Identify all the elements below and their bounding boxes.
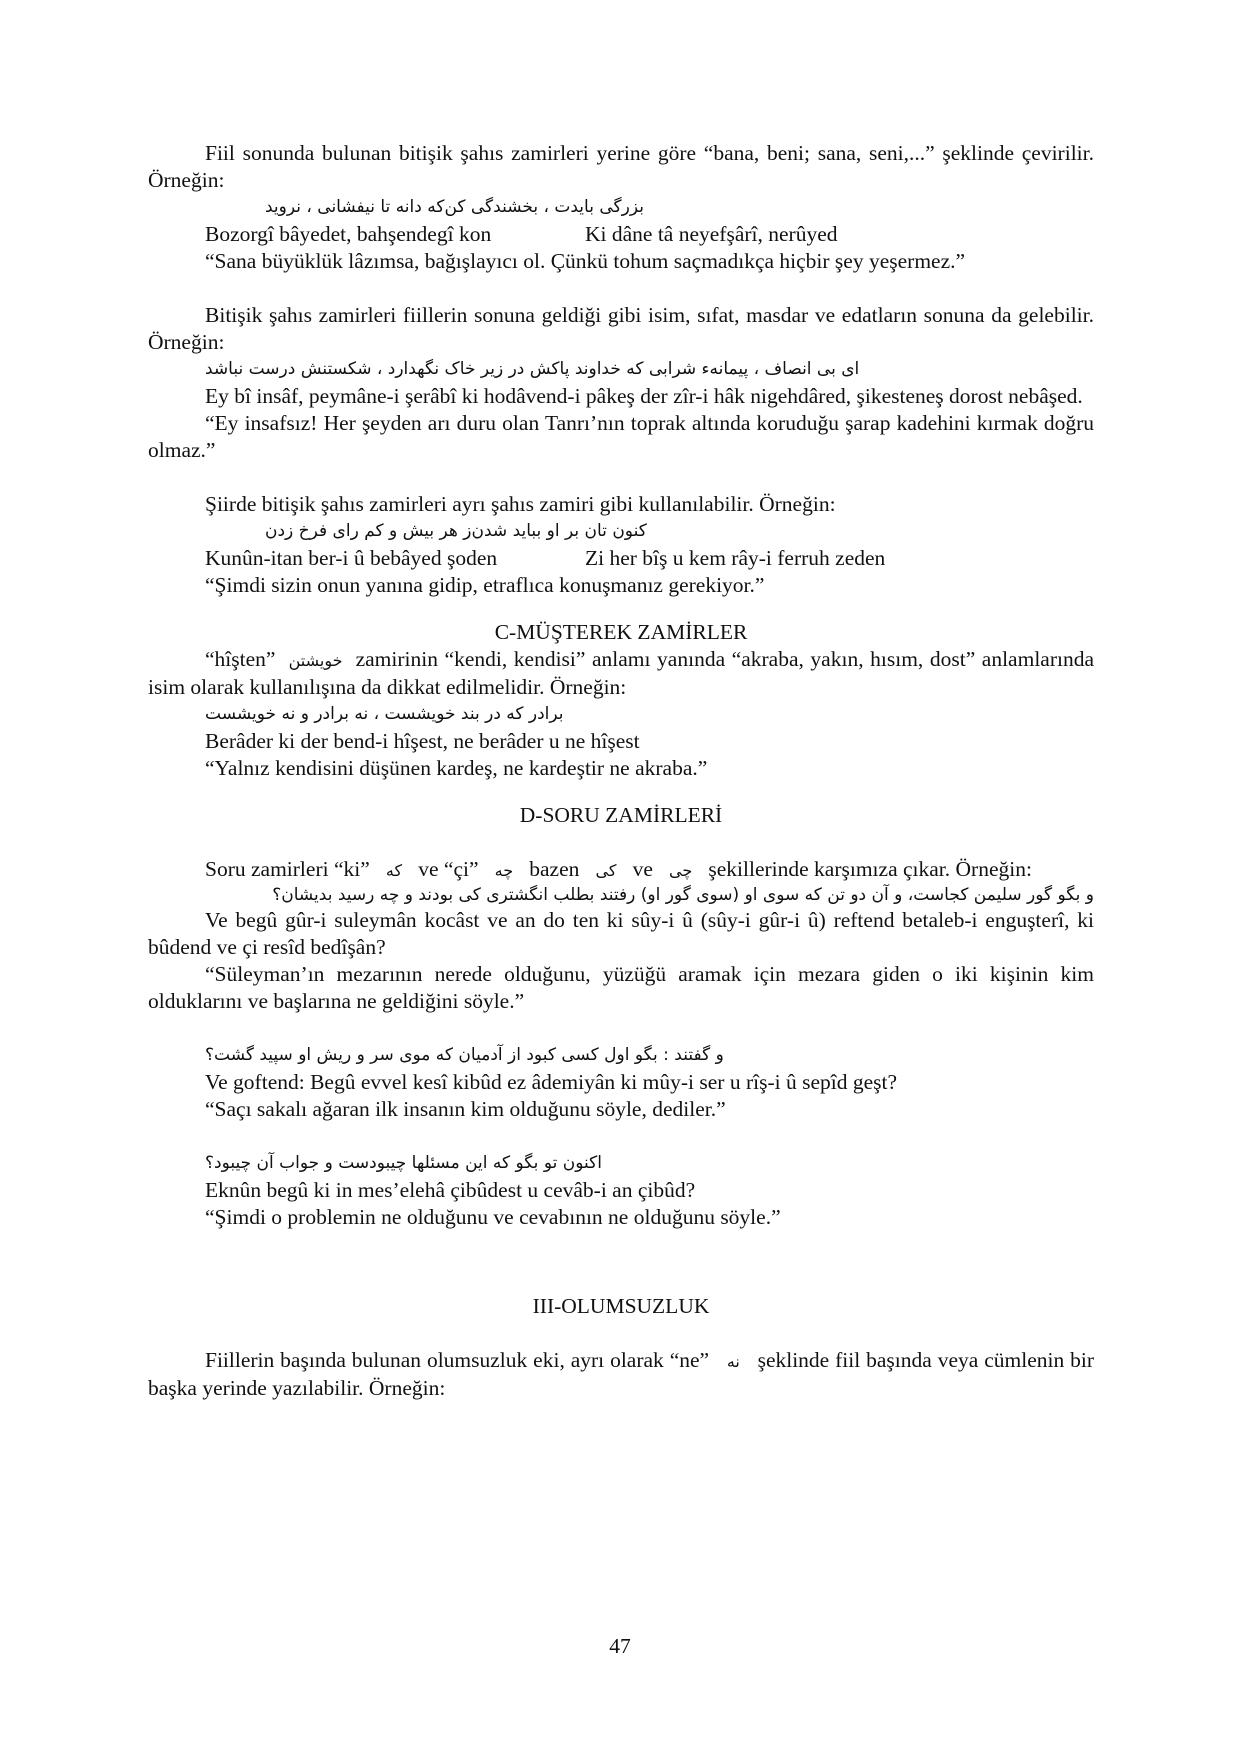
transliteration-hemistich: Ki dâne tâ neyefşârî, nerûyed bbox=[585, 222, 838, 246]
section-heading: D-SORU ZAMİRLERİ bbox=[519, 803, 723, 827]
transliteration-couplet-1 bbox=[148, 221, 1094, 248]
translation: “Yalnız kendisini düşünen kardeş, ne kardeştir ne akraba.” bbox=[205, 756, 708, 780]
paragraph-question-pronouns bbox=[148, 856, 1094, 884]
persian-word: چه bbox=[494, 861, 514, 880]
inline-text: şeklinde fiil başında veya cümlenin bir başka yerinde yazılabilir. Örneğin: bbox=[148, 1348, 1095, 1400]
paragraph-poetry-usage: Şiirde bitişik şahıs zamirleri ayrı şahıs zamiri gibi kullanılabilir. Örneğin: bbox=[205, 492, 836, 516]
translation: “Sana büyüklük lâzımsa, bağışlayıcı ol. Çünkü tohum saçmadıkça hiçbir şey yeşermez.” bbox=[205, 249, 966, 273]
paragraph-attached-pronouns: Fiil sonunda bulunan bitişik şahıs zamirleri yerine göre “bana, beni; sana, seni,...” şeklinde çevirilir. Örneğin: bbox=[148, 141, 1094, 192]
inline-text: Fiillerin başında bulunan olumsuzluk eki, ayrı olarak “ne” bbox=[205, 1348, 710, 1372]
inline-text: bazen bbox=[529, 857, 580, 881]
transliteration-hemistich: Zi her bîş u kem rây-i ferruh zeden bbox=[585, 546, 886, 570]
persian-couplet-2 bbox=[148, 518, 1094, 545]
transliteration: Berâder ki der bend-i hîşest, ne berâder u ne hîşest bbox=[205, 729, 640, 753]
inline-text: zamirinin “kendi, kendisi” anlamı yanında “akraba, yakın, hısım, dost” anlamlarında isim olarak kullanılışına da dikkat edilmelidir. Örneğin: bbox=[148, 647, 1095, 699]
paragraph-pronoun-suffixes: Bitişik şahıs zamirleri fiillerin sonuna geldiği gibi isim, sıfat, masdar ve edatların sonuna da gelebilir. Örneğin: bbox=[148, 303, 1094, 354]
inline-text: ve “çi” bbox=[418, 857, 479, 881]
persian-word: کی bbox=[595, 861, 617, 880]
page-number: 47 bbox=[609, 1634, 631, 1658]
section-heading: C-MÜŞTEREK ZAMİRLER bbox=[494, 620, 748, 644]
section-heading: III-OLUMSUZLUK bbox=[532, 1294, 710, 1318]
persian-example: و بگو گور سلیمن کجاست، و آن دو تن که سوی او (سوی گور او) رفتند بطلب انگشتری کی بودند و چه رسید بدیشان؟ bbox=[272, 885, 1094, 905]
inline-text: Soru zamirleri “ki” bbox=[205, 857, 370, 881]
persian-example: ای بی انصاف ، پیمانهء شرابی که خداوند پاکش در زیر خاک نگهدارد ، شکستنش درست نباشد bbox=[205, 359, 860, 379]
persian-word: نه bbox=[726, 1352, 740, 1371]
persian-word: چی bbox=[669, 861, 693, 880]
transliteration: Eknûn begû ki in mes’elehâ çibûdest u cevâb-i an çibûd? bbox=[205, 1178, 696, 1202]
persian-couplet-1 bbox=[148, 194, 1094, 221]
inline-text: şekillerinde karşımıza çıkar. Örneğin: bbox=[708, 857, 1032, 881]
persian-hemistich: که دانه تا نیفشانی ، نروید bbox=[265, 197, 445, 217]
persian-word: خویشتن bbox=[288, 651, 343, 670]
inline-text: ve bbox=[632, 857, 653, 881]
persian-word: که bbox=[385, 861, 403, 880]
paragraph-reflexive-pronouns bbox=[148, 646, 1094, 701]
persian-example: اکنون تو بگو که این مسئلها چیبودست و جواب آن چیبود؟ bbox=[205, 1153, 602, 1173]
persian-hemistich: کنون تان بر او بباید شدن bbox=[471, 521, 647, 541]
transliteration-couplet-2 bbox=[148, 545, 1094, 572]
transliteration-hemistich: Bozorgî bâyedet, bahşendegî kon bbox=[205, 222, 492, 246]
paragraph-negation bbox=[148, 1347, 1094, 1402]
translation: “Şimdi sizin onun yanına gidip, etraflıca konuşmanız gerekiyor.” bbox=[205, 573, 765, 597]
translation: “Süleyman’ın mezarının nerede olduğunu, yüzüğü aramak için mezara giden o iki kişinin kim olduklarını ve başlarına ne geldiğini söyle.” bbox=[148, 962, 1094, 1013]
inline-text: “hîşten” bbox=[205, 647, 276, 671]
transliteration-hemistich: Kunûn-itan ber-i û bebâyed şoden bbox=[205, 546, 498, 570]
transliteration: Ve begû gûr-i suleymân kocâst ve an do ten ki sûy-i û (sûy-i gûr-i û) reftend betaleb-i enguşterî, ki bûdend ve çi resîd bedîşân? bbox=[148, 908, 1094, 959]
transliteration: Ey bî insâf, peymâne-i şerâbî ki hodâvend-i pâkeş der zîr-i hâk nigehdâred, şikesteneş dorost nebâşed. bbox=[205, 384, 1083, 408]
translation: “Saçı sakalı ağaran ilk insanın kim olduğunu söyle, dediler.” bbox=[205, 1097, 726, 1121]
translation: “Ey insafsız! Her şeyden arı duru olan Tanrı’nın toprak altında koruduğu şarap kadehini kırmak doğru olmaz.” bbox=[148, 411, 1094, 462]
document-body bbox=[148, 140, 1094, 1402]
persian-hemistich: ز هر بیش و کم رای فرخ زدن bbox=[265, 521, 472, 541]
persian-hemistich: بزرگی بایدت ، بخشندگی کن bbox=[444, 197, 644, 217]
translation: “Şimdi o problemin ne olduğunu ve cevabının ne olduğunu söyle.” bbox=[205, 1205, 781, 1229]
transliteration: Ve goftend: Begû evvel kesî kibûd ez âdemiyân ki mûy-i ser u rîş-i û sepîd geşt? bbox=[205, 1070, 898, 1094]
persian-example: و گفتند : بگو اول کسی کبود از آدمیان که موی سر و ریش او سپید گشت؟ bbox=[205, 1045, 724, 1065]
persian-example: برادر که در بند خویشست ، نه برادر و نه خویشست bbox=[205, 704, 564, 724]
